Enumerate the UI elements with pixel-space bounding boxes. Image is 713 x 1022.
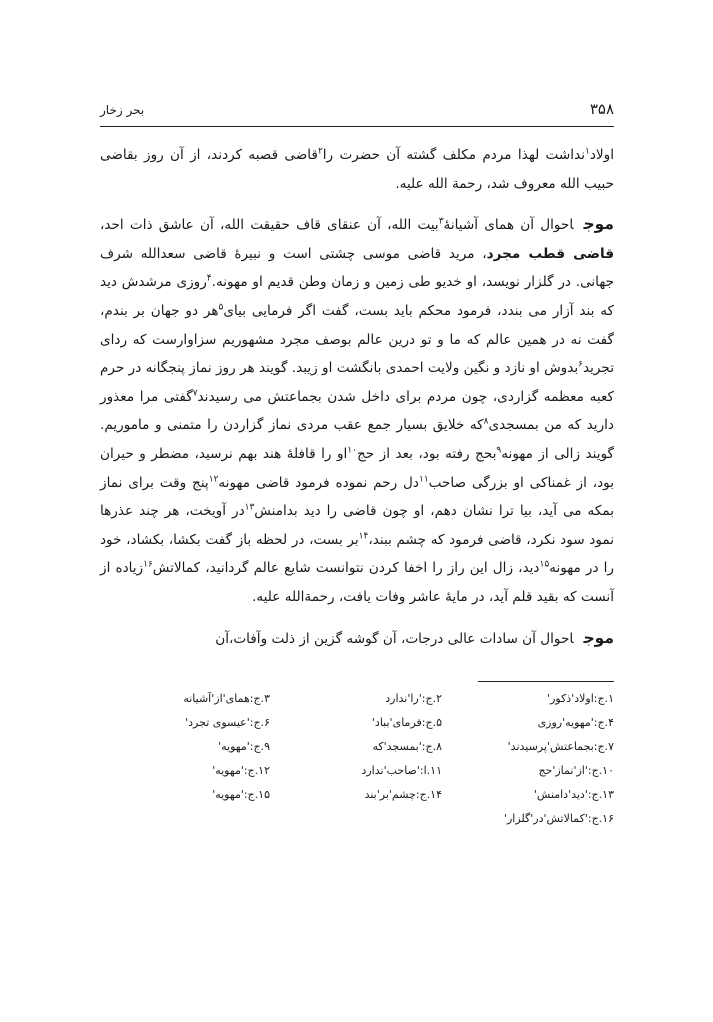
text-segment: دل رحم نموده فرمود قاضی مهونه: [218, 474, 419, 491]
footnote-ref: ۶: [578, 359, 584, 370]
footnote-ref: ۲: [317, 146, 323, 157]
person-name: قاضی قطب مجرد: [486, 245, 614, 262]
text-segment: که خلایق بسیار جمع عقب مردی نماز گزاردن را متمنی و ماموریم. گویند زالی از مهونه: [100, 417, 614, 462]
footnote-ref: ۱۴: [358, 531, 369, 542]
footnote-ref: ۱۰: [347, 445, 357, 456]
footnote: ۲.ج:'را'ندارد: [385, 692, 442, 706]
text-segment: پنج وقت برای نماز بمکه می آید، بیا ترا نشان دهم، او چون قاضی را دید بدامنش: [100, 474, 614, 520]
footnote: ۶.ج:'عیسوی تجرد': [185, 716, 270, 730]
text-segment: قاضی قصبه کردند، از آن روز بقاضی حبیب الله معروف شد، رحمة الله علیه.: [100, 147, 614, 192]
footnote-ref: ۷: [192, 388, 198, 399]
running-title: بحر زخار: [100, 103, 145, 117]
text-segment: اولاد: [589, 147, 614, 163]
footnote: ۴.ج:'مهویه'روزی: [537, 716, 614, 730]
paragraph-opening: [100, 141, 614, 198]
footnote: ۸.ج:'بمسجد'که: [372, 740, 442, 754]
text-segment: زیاده از آنست که بقید قلم آید، در مایهٔ عاشر وفات یافت، رحمةالله علیه.: [100, 560, 614, 605]
footnote: ۷.ج:بجماعتش'پرسیدند': [507, 740, 614, 754]
text-segment: نداشت لهذا مردم مکلف گشته آن حضرت را: [322, 147, 585, 163]
text-segment: روزی مرشدش دید که بند آزار می بندد، فرمود محکم باید بست، گفت اگر فرمایی بیای: [100, 274, 614, 319]
footnotes: [100, 690, 614, 828]
text-segment: بیت الله، آن عنقای قاف حقیقت الله، آن عاشق ذات احد،: [100, 217, 439, 234]
paragraph-qazi-qutb: [100, 210, 614, 611]
footnote-ref: ۱۵: [539, 559, 550, 570]
paragraph-sadat: [100, 624, 614, 654]
footnote-ref: ۵: [218, 302, 224, 313]
text-segment: دید، زال این راز را اخفا کردن نتوانست شایع عالم گردانید، کمالاتش: [152, 560, 540, 577]
footnote-ref: ۱۳: [244, 502, 255, 513]
footnote-ref: ۱۲: [208, 474, 219, 484]
text-segment: احوال آن سادات عالی درجات، آن گوشه گزین از ذلت وآفات،آن: [215, 630, 574, 647]
section-marker: موج: [583, 628, 614, 647]
text-segment: گفتی مرا معذور دارید که من بمسجدی: [100, 388, 614, 434]
footnote-ref: ۳: [438, 216, 444, 227]
body-text: [100, 141, 614, 653]
text-segment: بدوش او نازد و نگین ولایت احمدی بانگشت او زیبد. گویند هر روز نماز پنجگانه در حرم کعبه معظمه گزاردی، چون مردم برای داخل شدن بجماعتش می رسیدند: [100, 360, 614, 405]
text-segment: او را قافلهٔ هند بهم نرسید، مضطر و حیران بود، از غمناکی او بزرگی صاحب: [100, 445, 614, 491]
section-marker: موج: [583, 215, 614, 234]
footnote: ۱۳.ج:'دید'دامنش': [533, 788, 614, 802]
footnote-ref: ۴: [206, 273, 212, 284]
document-page: [100, 100, 614, 828]
footnote: ۳.ج:همای'از'آشیانه: [183, 692, 270, 706]
text-segment: بر بست، در لحظه باز گفت بکشا، بکشاد، خود را در مهونه: [100, 531, 614, 577]
footnote-ref: ۱۶: [143, 559, 153, 570]
footnote: ۱.ج:اولاد'ذکور': [547, 692, 614, 706]
footnote: ۱۵.ج:'مهویه': [212, 788, 270, 802]
footnote: ۹.ج:'مهویه': [218, 740, 270, 754]
footnote: ۱۴.ج:چشم'بر'بند: [364, 788, 442, 802]
page-header: [100, 100, 614, 127]
text-segment: بحج رفته بود، بعد از حج: [356, 445, 497, 462]
footnote: ۱۲.ج:'مهویه': [212, 764, 270, 778]
footnote: ۱۱.ا:'صاحب'ندارد: [361, 764, 442, 778]
text-segment: احوال آن همای آشیانهٔ: [443, 217, 574, 234]
footnote-ref: ۹: [496, 445, 502, 456]
footnote: ۱۶.ج:'کمالاتش'در'گلزار': [503, 812, 614, 826]
footnote-ref: ۱۱: [418, 474, 429, 484]
page-number: ۳۵۸: [589, 100, 614, 118]
footnote: ۱۰.ج:'از'نماز'حج: [538, 764, 614, 778]
text-segment: در آویخت، هر چند عذرها نمود سود نکرد، قاضی فرمود که چشم ببند،: [100, 503, 614, 548]
footnote-ref: ۱: [585, 146, 590, 157]
footnote-divider: [478, 681, 614, 682]
text-segment: ، مرید قاضی موسی چشتی است و نبیرهٔ قاضی سعدالله شرف جهانی. در گلزار نویسد، او خدیو طی زمین و زمان وطن قدیم او مهونه.: [100, 245, 614, 291]
text-segment: هر دو جهان بر بندم، گفت نه در همین عالم که ما و تو درین عالم بوصف مجرد مشهوریم سزاوارست که ردای تجرید: [100, 302, 614, 377]
footnote-ref: ۸: [483, 416, 489, 427]
footnote: ۵.ج:فرمای'بباد': [371, 716, 442, 730]
